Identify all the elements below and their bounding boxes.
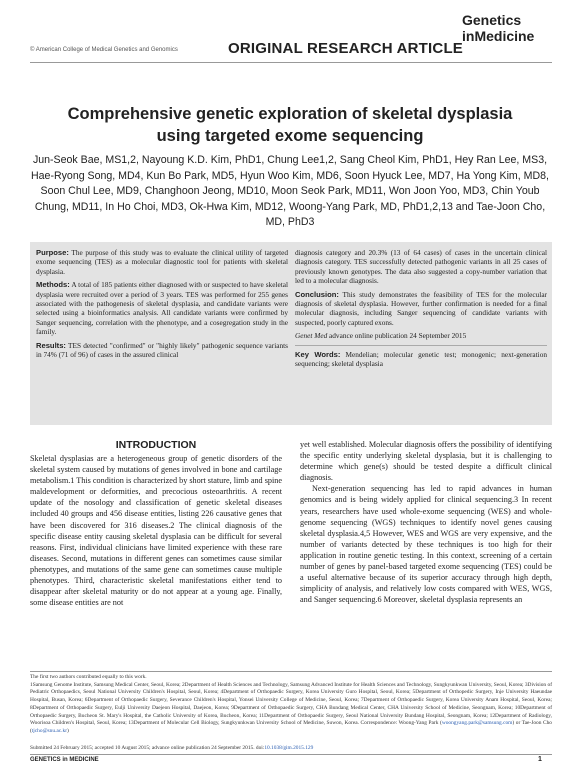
purpose-label: Purpose: (36, 248, 69, 257)
body-column-left (30, 453, 282, 608)
abstract-methods (36, 280, 288, 336)
article-type-label: ORIGINAL RESEARCH ARTICLE (228, 40, 464, 57)
methods-label: Methods: (36, 280, 70, 290)
author-list: Jun-Seok Bae, MS1,2, Nayoung K.D. Kim, PhD1, Chung Lee1,2, Sang Cheol Kim, PhD1, Hey Ran Lee, MS3, Hae-Ryong Song, MD4, Kun Bo Park, MD5, Hyun Woo Kim, MD6, Soon Hyuck Lee, MD7, Ha Yong Kim, MD8, Soon Chul Lee, MD9, Changhoon Jeong, MD10, Moon Seok Park, MD11, Won Joon Yoo, MD3, Chin Youb Chung, MD11, In Ho Choi, MD3, Ok-Hwa Kim, MD12, Woong-Yang Park, MD, PhD1,2,13 and Tae-Joon Cho, MD, PhD3 (31, 154, 549, 228)
abstract-box (30, 242, 552, 425)
conclusion-text: This study demonstrates the feasibility of TES for the molecular diagnosis of skeletal dysplasia. However, further confirmation is needed for a final molecular diagnosis, including Sanger sequencing of candidate variants with suspected, poorly captured exons. (295, 289, 547, 327)
article-title: Comprehensive genetic exploration of skeletal dysplasia using targeted exome sequencing (67, 105, 513, 145)
abstract-column-right (295, 248, 547, 372)
equal-contribution-note: The first two authors contributed equally to this work. (30, 674, 147, 680)
journal-logo-line1: Genetics (462, 12, 522, 28)
abstract-conclusion (295, 290, 547, 328)
header-divider (30, 62, 552, 63)
conclusion-label: Conclusion: (295, 289, 339, 299)
submission-text: Submitted 24 February 2015; accepted 10 August 2015; advance online publication 24 September 2015. doi: (30, 745, 265, 751)
methods-text: A total of 185 patients either diagnosed with or suspected to have skeletal dysplasia were recruited over a period of 3 years. TES was performed for 255 genes associated with the pathogenesis of skeletal dysplasia, and candidate variants were selected using a bioinformatics analysis. All candidate variants were confirmed by Sanger sequencing, correlation with the phenotype, and a cosegregation study in the family. (36, 280, 288, 337)
footnotes (30, 674, 552, 736)
publication-date-text: advance online publication 24 September 2015 (327, 331, 467, 341)
correspondence-end: ) (67, 727, 69, 734)
affiliations-note (30, 682, 552, 736)
keywords-label: Key Words: (295, 349, 341, 359)
publication-info (295, 331, 547, 340)
footnote-divider (30, 671, 552, 672)
footer-journal-name: GENETICS in MEDICINE (30, 757, 99, 763)
abstract-purpose (36, 248, 288, 276)
abstract-results (36, 341, 288, 360)
intro-paragraph-1: Skeletal dysplasias are a heterogeneous group of genetic disorders of the skeletal system caused by mutations of genes involved in bone and cartilage metabolism.1 This condition is characterized by short stature, limb and spine maldevelopment or deformities, and precocious osteoarthritis. A recent update of the nosology and classification of genetic skeletal diseases included 40 groups and 456 disease entities, listing 226 causative genes that have been discovered for 316 diseases.2 The clinical diagnosis of the specific disease entity causing skeletal dysplasia can be difficult for several reasons. First, individual clinicians have limited experience with these rare diseases. Second, mutations in different genes can sometimes cause similar phenotypes, and mutations of the same gene can sometimes cause multiple phenotypes. Third, characteristic skeletal manifestations either tend to disappear after skeletal maturity or do not appear at a young age. Finally, some disease entities are not (30, 454, 282, 608)
journal-abbrev: Genet Med (295, 331, 328, 341)
intro-paragraph-1-continued: yet well established. Molecular diagnosis offers the possibility of identifying the specific entity underlying skeletal dysplasia, but it is challenging to determine which gene(s) should be tested despite a difficult clinical diagnosis. (300, 440, 552, 483)
abstract-column-left (36, 248, 288, 363)
results-label: Results: (36, 340, 66, 350)
correspondence-mid: ) or Tae-Joon Cho ( (30, 720, 552, 734)
doi-link[interactable]: 10.1038/gim.2015.129 (264, 745, 314, 751)
intro-paragraph-2: Next-generation sequencing has led to rapid advances in human genomics and is being widely applied for clinical sequencing.3 In recent years, researchers have used whole-exome sequencing (WES) and whole-genome sequencing (WGS) techniques to identify novel genes causing skeletal dysplasia.4,5 However, WES and WGS are very expensive, and the number of variants detected by these techniques is too high for their application in routine genetic testing. In this context, screening of a certain number of genes by panel-based targeted exome sequencing (TES) could be a useful alternative because of its superior accuracy through high depth, simplicity of analysis, and relatively low costs compared with WES, WGS, and Sanger sequencing.6 Moreover, skeletal dysplasia represents an (300, 484, 552, 605)
journal-logo-line2: inMedicine (462, 28, 535, 44)
copyright-notice: © American College of Medical Genetics and Genomics (30, 47, 178, 53)
keywords-text: Mendelian; molecular genetic test; monogenic; next-generation sequencing; skeletal dysplasia (295, 349, 547, 369)
results-text: TES detected "confirmed" or "highly likely" pathogenic sequence variants in 74% (71 of 96) of cases in the assured clinical (36, 340, 289, 360)
introduction-heading: INTRODUCTION (115, 439, 197, 451)
correspondence-email-2[interactable]: tjcho@snu.ac.kr (31, 727, 67, 734)
affiliations-text: 1Samsung Genome Institute, Samsung Medical Center, Seoul, Korea; 2Department of Health Sciences and Technology, Samsung Advanced Institute for Health Sciences and Technology, Sungkyunkwan University, Seoul, Korea; 3Division of Pediatric Orthopaedics, Seoul National University Children's Hospital, Seoul, Korea; 4Department of Orthopaedic Surgery, Korea University Guro Hospital, Seoul, Korea; 5Department of Orthopedic Surgery, Inje University Haeundae Hospital, Busan, Korea; 6Department of Orthopaedic Surgery, Severance Children's Hospital, Yonsei University College of Medicine, Seoul, Korea; 7Department of Orthopaedic Surgery, Korea University Anam Hospital, Seoul, Korea; 8Department of Orthopaedic Surgery, Eulji University Daejeon Hospital, Daejeon, Korea; 9Department of Orthopaedic Surgery, CHA Bundang Medical Center, CHA University School of Medicine, Seongnam, Korea; 10Department of Orthopaedic Surgery, Bucheon St. Mary's Hospital, the Catholic University of Korea, Bucheon, Korea; 11Department of Orthopaedic Surgery, Seoul National University Bundang Hospital, Seongnam, Korea; 12Department of Radiology, Woorisoa Children's Hospital, Seoul, Korea; 13Department of Molecular Cell Biology, Sungkyunkwan University School of Medicine, Suwon, Korea. Correspondence: Woong-Yang Park ( (30, 681, 552, 727)
abstract-keywords (295, 350, 547, 369)
results-continued: diagnosis category and 20.3% (13 of 64 cases) of cases in the uncertain clinical diagnosis category. TES successfully detected pathogenic variants in all 25 cases of previously known genotypes. The data also suggested a copy-number variation that led to a molecular diagnosis. (295, 248, 547, 286)
journal-logo (462, 12, 552, 44)
purpose-text: The purpose of this study was to evaluate the clinical utility of targeted exome sequencing (TES) as a molecular diagnostic tool for patients with skeletal dysplasia. (36, 248, 288, 276)
correspondence-email-1[interactable]: woongyang.park@samsung.com (441, 720, 513, 727)
keywords-divider (295, 345, 547, 346)
page-number: 1 (538, 756, 542, 763)
page-header (0, 0, 580, 90)
submission-history (30, 745, 552, 751)
footer-divider (30, 754, 552, 755)
body-column-right (300, 439, 552, 605)
